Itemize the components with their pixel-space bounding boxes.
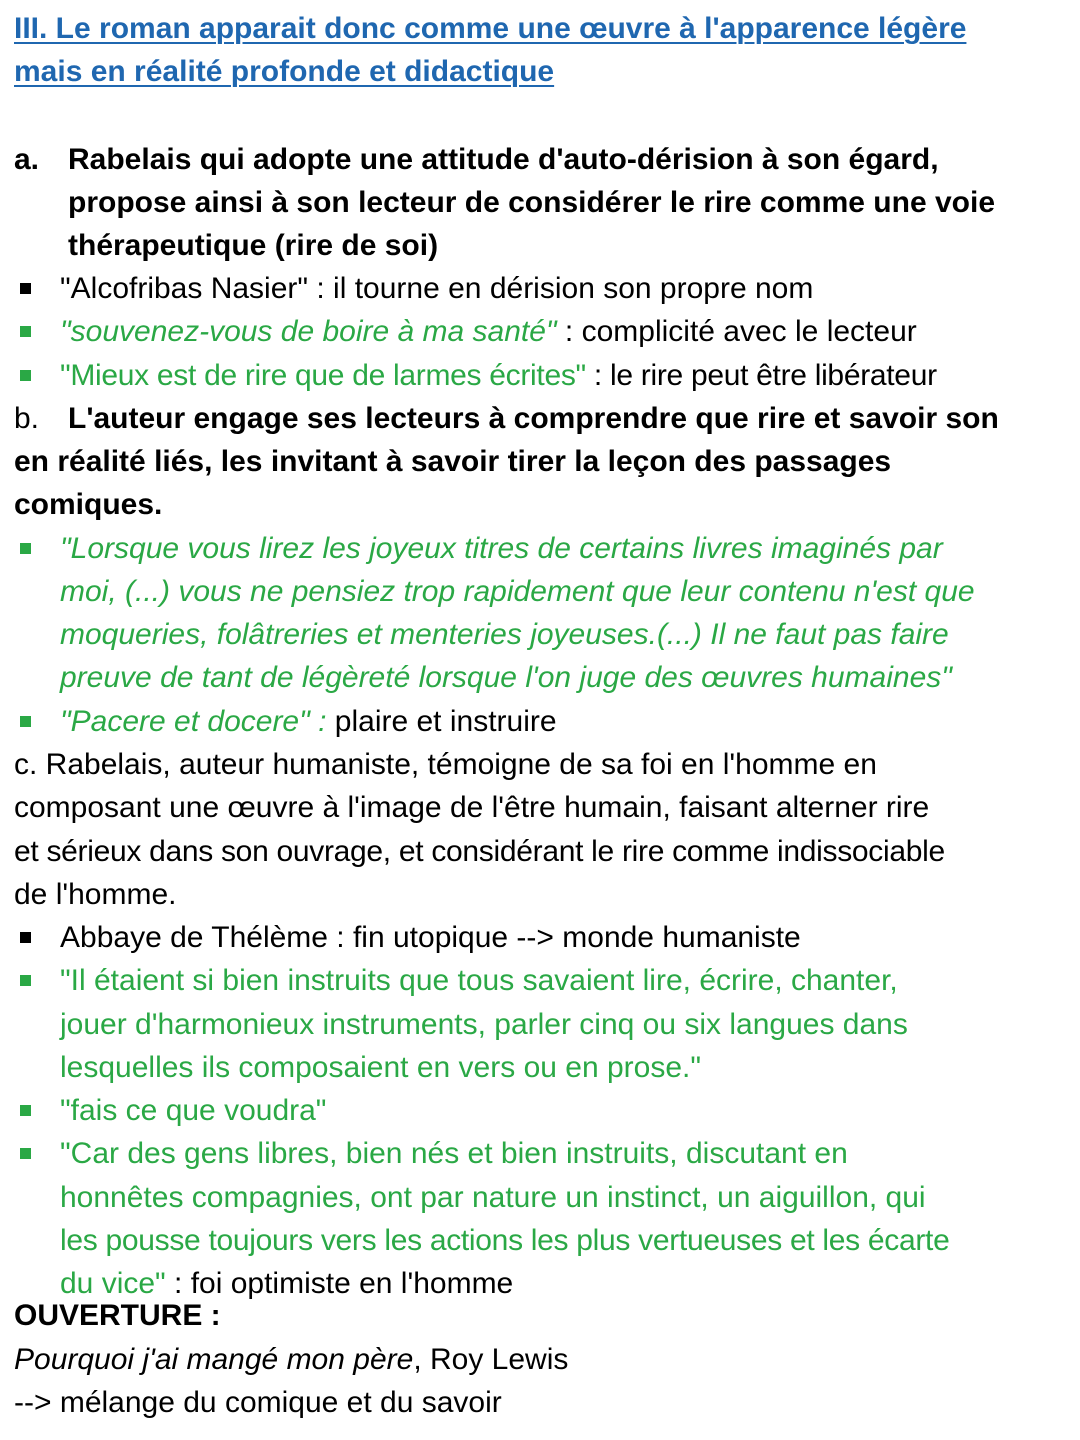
square-bullet-icon <box>20 975 31 986</box>
part-a-title-line-1: Rabelais qui adopte une attitude d'auto-dérision à son égard, <box>68 143 939 176</box>
quote-line: lesquelles ils composaient en vers ou en prose." <box>60 1051 702 1084</box>
part-b-title-line-1: L'auteur engage ses lecteurs à comprendre que rire et savoir son <box>68 402 999 435</box>
quote-line: "Il étaient si bien instruits que tous savaient lire, écrire, chanter, <box>60 964 898 997</box>
quote-line: preuve de tant de légèreté lorsque l'on juge des œuvres humaines" <box>60 661 952 694</box>
quote-text: "souvenez-vous de boire à ma santé" <box>60 315 557 348</box>
square-bullet-icon <box>20 932 31 943</box>
quote-line: "Lorsque vous lirez les joyeux titres de certains livres imaginés par <box>60 532 943 565</box>
section-heading-line-1: III. Le roman apparait donc comme une œuvre à l'apparence légère <box>14 12 967 45</box>
ouverture-book-line <box>14 1338 568 1381</box>
comment-text: : complicité avec le lecteur <box>556 315 917 348</box>
comment-text: : foi optimiste en l'homme <box>165 1267 514 1300</box>
quote-text: "Alcofribas Nasier" <box>60 272 309 305</box>
part-c-line-2: composant une œuvre à l'image de l'être humain, faisant alterner rire <box>14 791 930 824</box>
square-bullet-icon <box>20 716 31 727</box>
part-c-line-4: de l'homme. <box>14 878 177 911</box>
quote-text: "Pacere et docere" : <box>60 705 327 738</box>
part-c-line-3: et sérieux dans son ouvrage, et considérant le rire comme indissociable <box>14 835 945 868</box>
quote-line: moi, (...) vous ne pensiez trop rapidement que leur contenu n'est que <box>60 575 975 608</box>
quote-line: jouer d'harmonieux instruments, parler cinq ou six langues dans <box>60 1008 908 1041</box>
comment-text: plaire et instruire <box>326 705 557 738</box>
part-a-title-line-2: propose ainsi à son lecteur de considérer le rire comme une voie <box>68 186 995 219</box>
comment-text: : le rire peut être libérateur <box>585 359 937 392</box>
square-bullet-icon <box>20 326 31 337</box>
quote-text: du vice" <box>60 1267 166 1300</box>
quote-line: les pousse toujours vers les actions les plus vertueuses et les écarte <box>60 1224 950 1257</box>
quote-line: "fais ce que voudra" <box>60 1094 327 1127</box>
ouverture-title: OUVERTURE : <box>14 1299 221 1332</box>
quote-text: "Mieux est de rire que de larmes écrites" <box>60 359 586 392</box>
ouverture-note: --> mélange du comique et du savoir <box>14 1386 502 1419</box>
square-bullet-icon <box>20 283 31 294</box>
square-bullet-icon <box>20 1105 31 1116</box>
part-b-title-line-3: comiques. <box>14 488 163 521</box>
part-a-title-line-3: thérapeutique (rire de soi) <box>68 229 439 262</box>
quote-line: honnêtes compagnies, ont par nature un instinct, un aiguillon, qui <box>60 1181 926 1214</box>
part-b-title-line-2: en réalité liés, les invitant à savoir tirer la leçon des passages <box>14 445 892 478</box>
comment-text: : il tourne en dérision son propre nom <box>308 272 814 305</box>
square-bullet-icon <box>20 370 31 381</box>
book-title: Pourquoi j'ai mangé mon père <box>14 1343 414 1376</box>
part-a-marker: a. <box>14 143 40 176</box>
part-b-marker: b. <box>14 402 40 435</box>
quote-line: moqueries, folâtreries et menteries joyeuses.(...) Il ne faut pas faire <box>60 618 949 651</box>
section-heading-line-2: mais en réalité profonde et didactique <box>14 55 555 88</box>
square-bullet-icon <box>20 1148 31 1159</box>
list-item-text: Abbaye de Thélème : fin utopique --> monde humaniste <box>60 921 801 954</box>
part-c-line-1: c. Rabelais, auteur humaniste, témoigne de sa foi en l'homme en <box>14 748 877 781</box>
square-bullet-icon <box>20 543 31 554</box>
book-author: , Roy Lewis <box>413 1343 569 1376</box>
quote-line: "Car des gens libres, bien nés et bien instruits, discutant en <box>60 1137 848 1170</box>
